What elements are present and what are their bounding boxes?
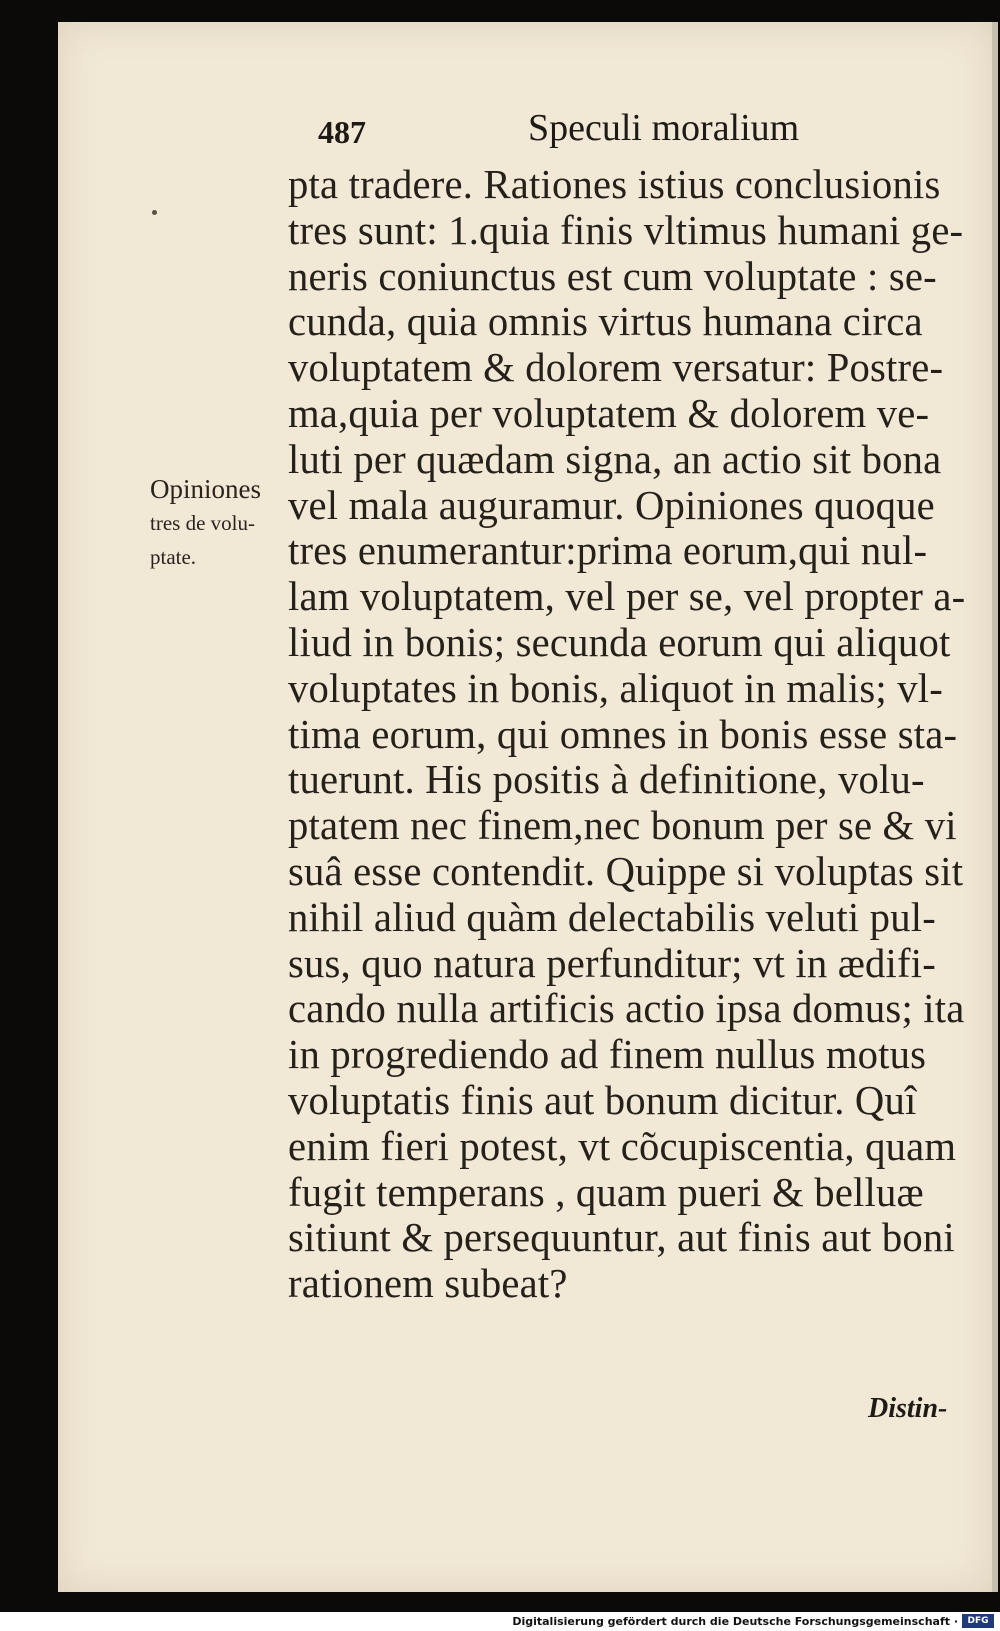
catchword: Distin- (868, 1393, 948, 1424)
page-number: 487 (318, 114, 366, 150)
text-line: suâ esse contendit. Quippe si voluptas sit (288, 847, 964, 894)
running-head: Speculi moralium (528, 107, 800, 149)
text-line: nihil aliud quàm delectabilis veluti pul- (288, 893, 936, 940)
margin-note-line: Opiniones (150, 474, 261, 504)
text-line: ptatem nec finem,nec bonum per se & vi (288, 802, 957, 849)
text-line: pta tradere. Rationes istius conclusionis (288, 161, 941, 207)
text-line: rationem subeat? (288, 1260, 568, 1307)
text-line: liud in bonis; secunda eorum qui aliquot (288, 618, 951, 665)
funding-credit: Digitalisierung gefördert durch die Deutsche Forschungsgemeinschaft · (512, 1615, 958, 1628)
text-line: voluptates in bonis, aliquot in malis; vl- (288, 664, 943, 711)
margin-note (150, 472, 290, 574)
page-header (258, 96, 958, 156)
text-line: voluptatem & dolorem versatur: Postre- (288, 344, 944, 391)
text-line: fugit temperans , quam pueri & belluæ (288, 1168, 924, 1215)
text-line: cunda, quia omnis virtus humana circa (288, 298, 923, 345)
body-text (288, 162, 978, 1307)
text-line: cando nulla artificis actio ipsa domus; ita (288, 985, 965, 1032)
text-line: ma,quia per voluptatem & dolorem ve- (288, 389, 930, 436)
margin-note-line: ptate. (150, 545, 197, 569)
text-line: sus, quo natura perfunditur; vt in ædifi- (288, 939, 936, 986)
margin-note-line: tres de volu- (150, 511, 255, 535)
text-line: voluptatis finis aut bonum dicitur. Quî (288, 1076, 917, 1123)
text-line: luti per quædam signa, an actio sit bona (288, 435, 942, 482)
text-line: vel mala auguramur. Opiniones quoque (288, 481, 935, 528)
ink-speck (152, 210, 157, 215)
text-line: sitiunt & persequuntur, aut finis aut boni (288, 1214, 955, 1261)
text-line: tres enumerantur:prima eorum,qui nul- (288, 527, 928, 574)
page-edge (992, 22, 998, 1592)
text-line: lam voluptatem, vel per se, vel propter a- (288, 573, 966, 620)
dfg-logo: DFG (962, 1614, 994, 1628)
text-line: tuerunt. His positis à definitione, volu- (288, 756, 925, 803)
text-line: tima eorum, qui omnes in bonis esse sta- (288, 710, 958, 757)
text-line: enim fieri potest, vt cõcupiscentia, quam (288, 1122, 957, 1169)
text-line: tres sunt: 1.quia finis vltimus humani ge- (288, 206, 964, 253)
text-line: neris coniunctus est cum voluptate : se- (288, 252, 937, 299)
text-line: in progrediendo ad finem nullus motus (288, 1031, 927, 1078)
